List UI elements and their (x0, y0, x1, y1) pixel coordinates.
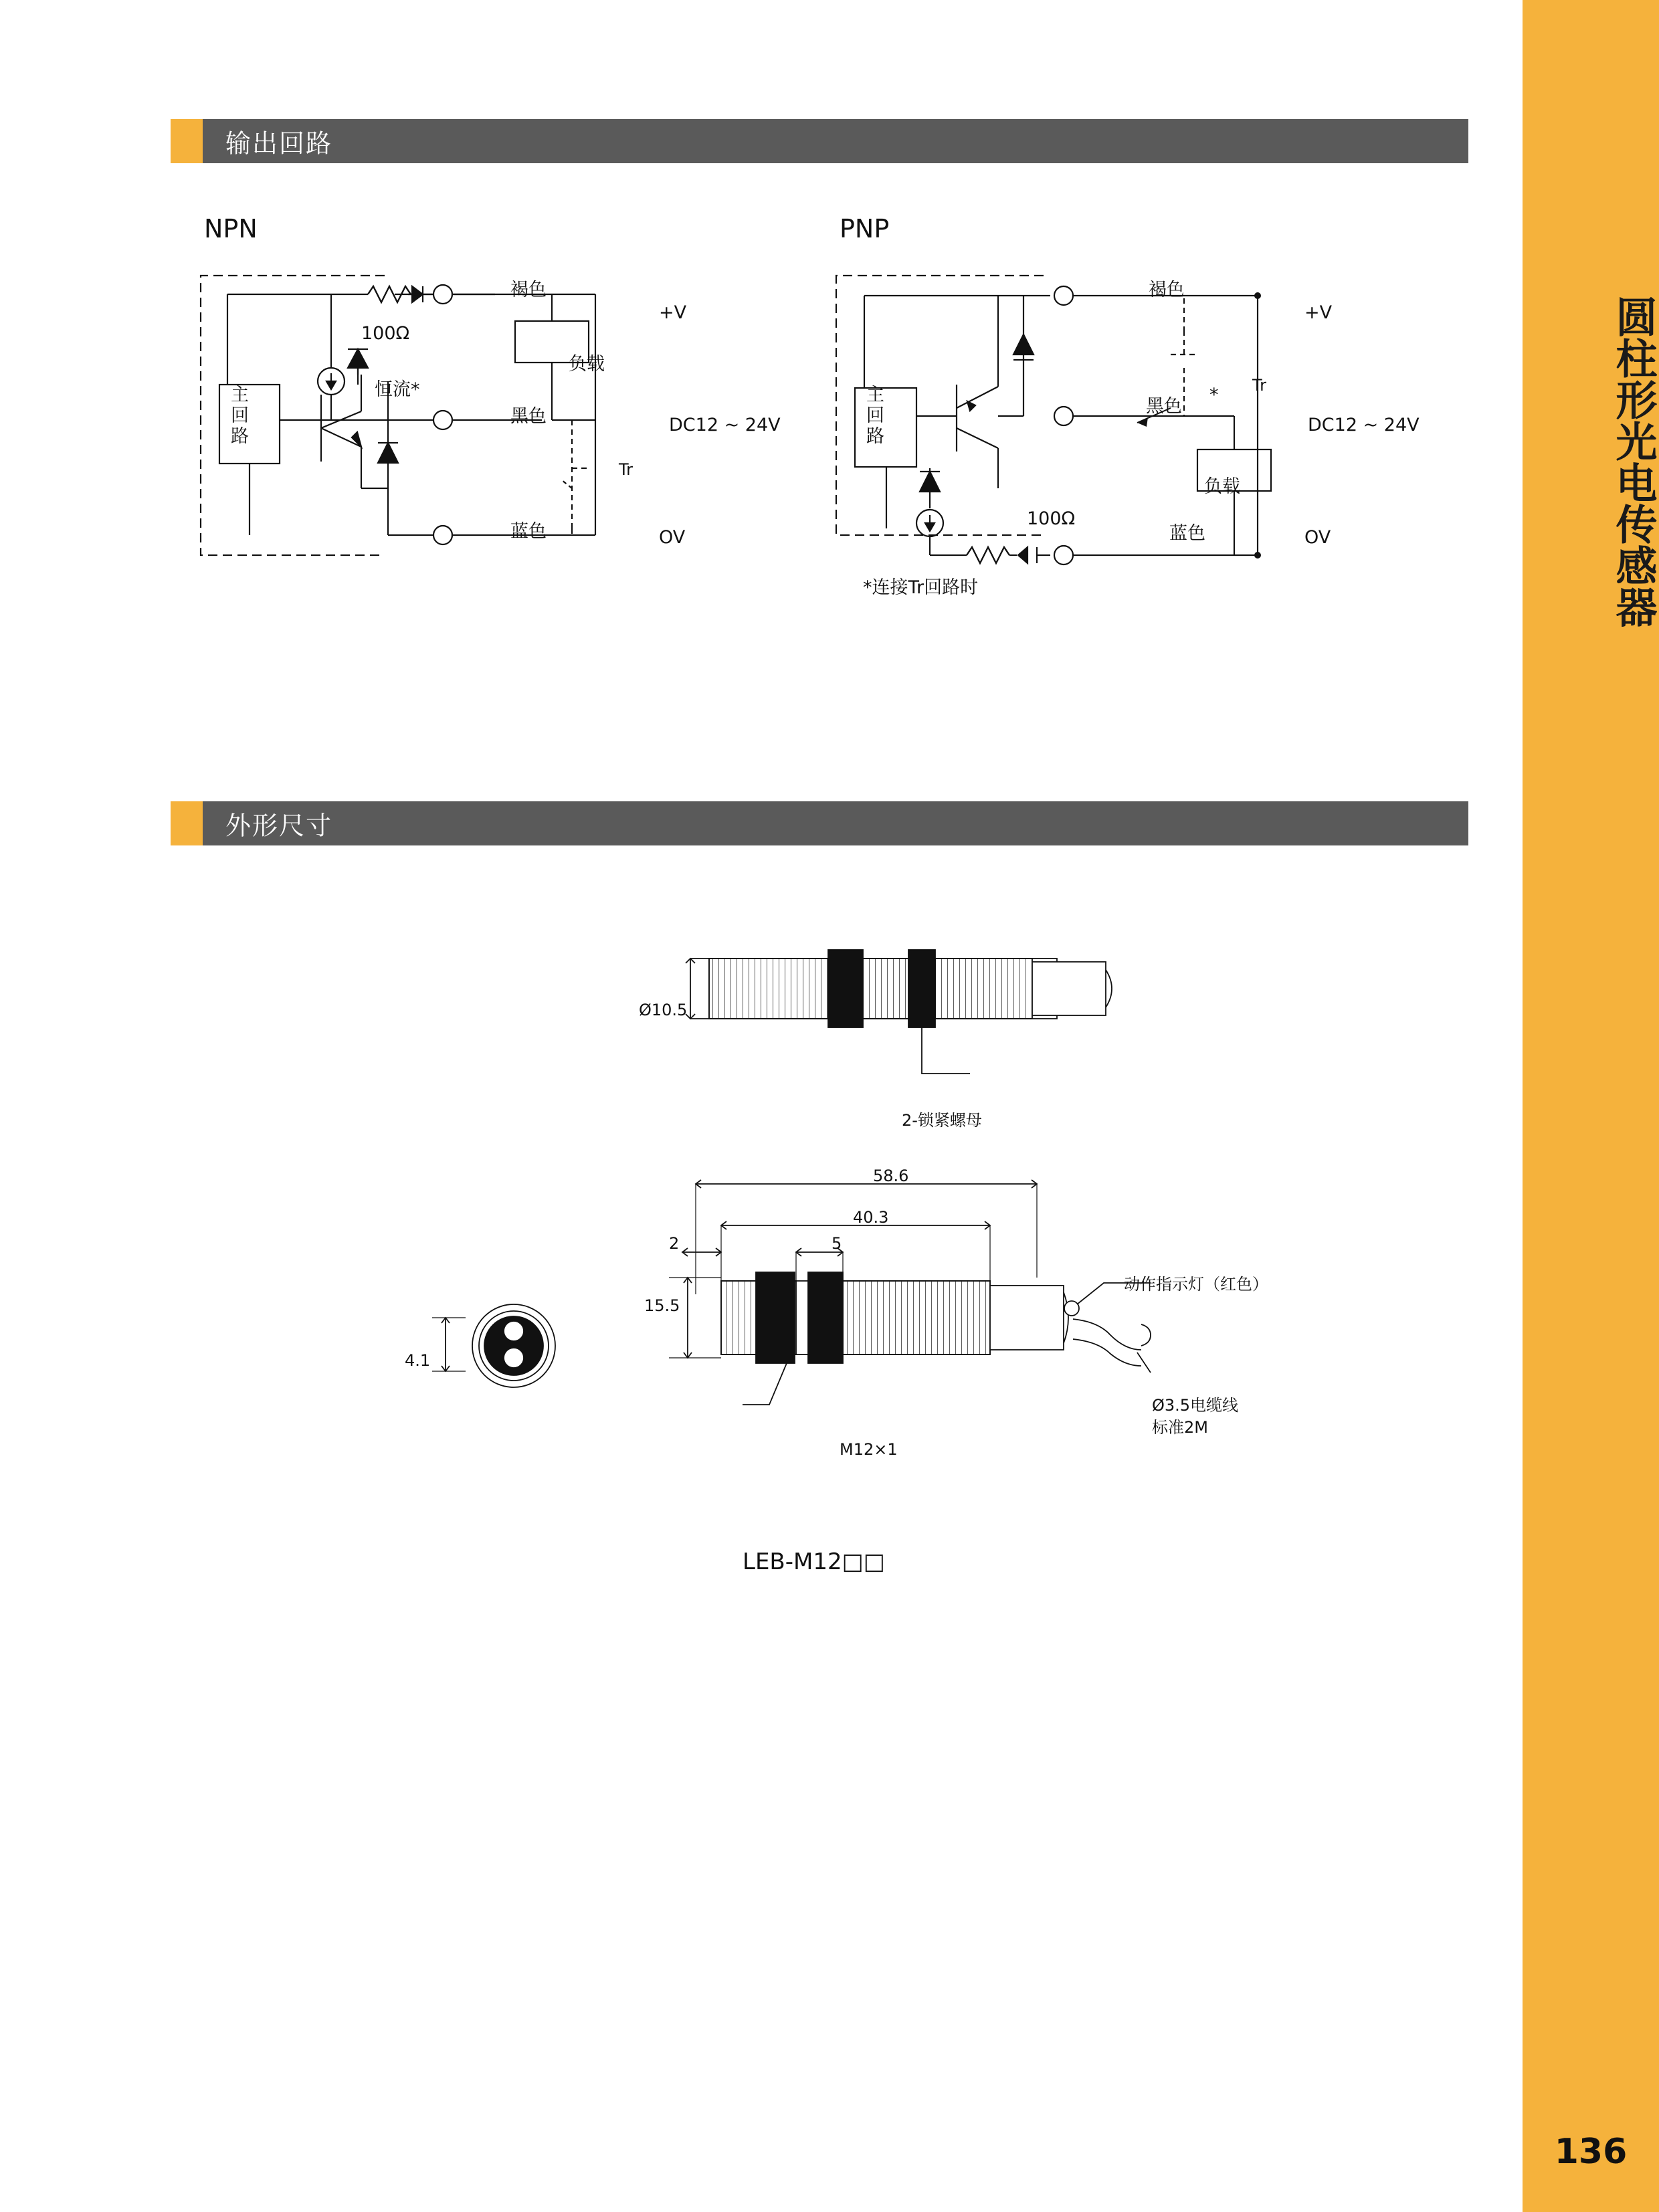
pnp-title: PNP (840, 214, 890, 243)
npn-title: NPN (204, 214, 258, 243)
npn-main-block-label: 主 回 路 (231, 385, 249, 447)
pnp-asterisk-label: * (1209, 385, 1219, 405)
pnp-main-block-label: 主 回 路 (866, 385, 884, 447)
top-view-diameter-label: Ø10.5 (639, 1001, 688, 1019)
section-accent-block (171, 119, 203, 163)
pnp-plus-v-label: +V (1304, 302, 1333, 323)
npn-plus-v-label: +V (659, 302, 687, 323)
model-label: LEB-M12□□ (743, 1548, 885, 1575)
sensor-front-view-drawing (642, 1164, 1191, 1445)
npn-constant-current-label: 恒流* (375, 379, 420, 400)
front-view-thread-length-label: 40.3 (853, 1208, 889, 1227)
npn-wire-brown-label: 褐色 (510, 280, 547, 300)
top-view-nut-callout: 2-锁紧螺母 (902, 1111, 982, 1130)
pnp-tr-label: Tr (1252, 376, 1266, 395)
npn-load-label: 负载 (569, 354, 605, 375)
page-number: 136 (1554, 2132, 1628, 2172)
front-view-total-length-label: 58.6 (873, 1167, 909, 1185)
front-view-height-label: 15.5 (644, 1296, 680, 1315)
npn-resistor-label: 100Ω (361, 323, 410, 344)
npn-wire-black-label: 黑色 (510, 406, 547, 427)
front-view-dim2-label: 2 (669, 1234, 680, 1253)
pnp-wire-brown-label: 褐色 (1149, 280, 1185, 300)
pnp-wire-black-label: 黑色 (1146, 396, 1182, 417)
pnp-load-label: 负载 (1204, 476, 1240, 497)
npn-zero-v-label: OV (659, 527, 686, 548)
sensor-top-view-drawing (622, 930, 1144, 1124)
pnp-resistor-label: 100Ω (1027, 508, 1076, 529)
front-view-cable-callout: Ø3.5电缆线 标准2M (1152, 1396, 1239, 1437)
pnp-wire-blue-label: 蓝色 (1169, 523, 1205, 544)
section-header-output-circuit (177, 119, 1468, 163)
pnp-note-label: *连接Tr回路时 (863, 577, 979, 598)
npn-tr-label: Tr (619, 460, 633, 479)
section-title-dimensions: 外形尺寸 (225, 811, 333, 841)
section-accent-block-2 (171, 801, 203, 845)
sensor-end-view-drawing (401, 1291, 602, 1438)
end-view-dim-label: 4.1 (405, 1351, 431, 1370)
pnp-supply-label: DC12 ~ 24V (1308, 415, 1420, 435)
npn-supply-label: DC12 ~ 24V (669, 415, 781, 435)
section-header-dimensions (177, 801, 1468, 845)
front-view-dim5-label: 5 (832, 1234, 842, 1253)
front-view-indicator-callout: 动作指示灯（红色） (1124, 1275, 1268, 1294)
section-title-output-circuit: 输出回路 (225, 128, 333, 159)
front-view-thread-callout: M12×1 (840, 1440, 898, 1459)
npn-wire-blue-label: 蓝色 (510, 521, 547, 542)
side-tab (1523, 0, 1659, 2212)
pnp-zero-v-label: OV (1304, 527, 1331, 548)
side-tab-label: 圆柱形光电传感器 (1609, 296, 1658, 627)
